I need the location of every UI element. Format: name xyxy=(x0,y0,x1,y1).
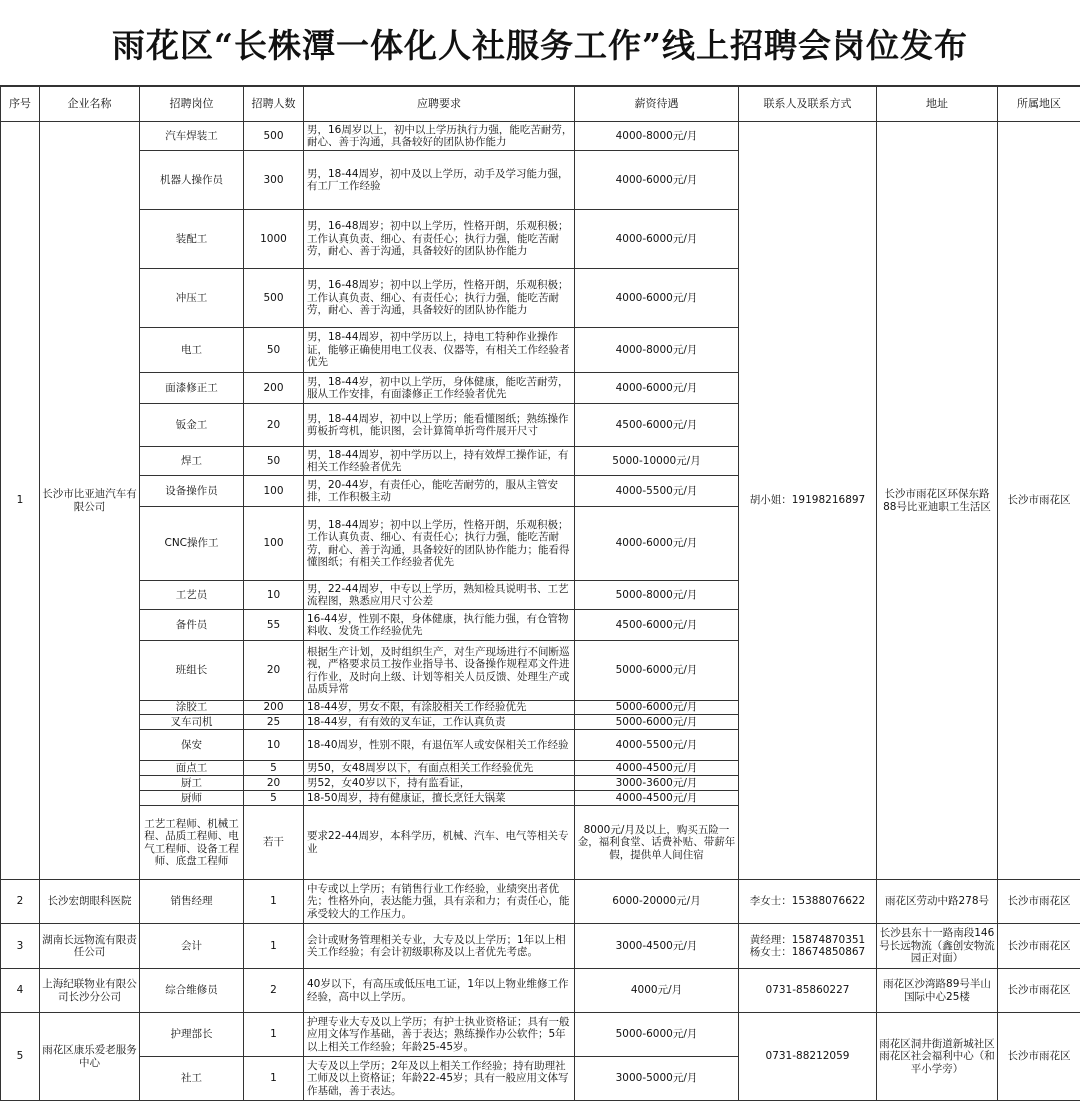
job-requirements: 男，18-44周岁，初中学历以上，持电工特种作业操作证，能够正确使用电工仪表、仪器等，有相关工作经验者优先 xyxy=(304,328,575,373)
job-salary: 4000-6000元/月 xyxy=(575,210,739,269)
job-requirements: 男，18-44岁，初中以上学历，身体健康，能吃苦耐劳，服从工作安排，有面漆修正工作经验者优先 xyxy=(304,373,575,404)
table-body xyxy=(1,122,1080,1101)
job-salary: 3000-5000元/月 xyxy=(575,1057,739,1101)
company-address: 雨花区沙湾路89号半山国际中心25楼 xyxy=(877,969,998,1013)
job-salary: 4000-5500元/月 xyxy=(575,476,739,507)
job-salary: 4000-6000元/月 xyxy=(575,507,739,581)
company-name: 雨花区康乐爱老服务中心 xyxy=(40,1013,140,1101)
job-table xyxy=(0,86,1080,1101)
job-count: 50 xyxy=(244,328,304,373)
job-requirements: 男52，女40岁以下，持有监看证， xyxy=(304,776,575,791)
job-position: CNC操作工 xyxy=(140,507,244,581)
job-position: 会计 xyxy=(140,924,244,969)
job-count: 1 xyxy=(244,1057,304,1101)
job-count: 100 xyxy=(244,507,304,581)
job-requirements: 男，16-48周岁；初中以上学历，性格开朗，乐观积极；工作认真负责、细心、有责任心；执行力强，能吃苦耐劳，耐心、善于沟通，具备较好的团队协作能力 xyxy=(304,269,575,328)
table-row xyxy=(1,924,1080,969)
job-salary: 4000-4500元/月 xyxy=(575,791,739,806)
job-count: 55 xyxy=(244,610,304,641)
job-requirements: 根据生产计划，及时组织生产，对生产现场进行不间断巡视，严格要求员工按作业指导书、设备操作规程邓文件进行作业，及时向上级、计划等相关人员反馈、处理生产或品质异常 xyxy=(304,641,575,701)
header-region: 所属地区 xyxy=(998,87,1080,122)
table-row xyxy=(1,880,1080,924)
job-salary: 5000-8000元/月 xyxy=(575,581,739,610)
company-no: 1 xyxy=(1,122,40,880)
job-salary: 4500-6000元/月 xyxy=(575,610,739,641)
job-salary: 6000-20000元/月 xyxy=(575,880,739,924)
job-count: 200 xyxy=(244,701,304,715)
job-requirements: 40岁以下，有高压或低压电工证，1年以上物业维修工作经验，高中以上学历。 xyxy=(304,969,575,1013)
company-address: 雨花区洞井街道新城社区雨花区社会福利中心（和平小学旁） xyxy=(877,1013,998,1101)
table-row xyxy=(1,122,1080,151)
job-salary: 5000-6000元/月 xyxy=(575,641,739,701)
job-salary: 4000-6000元/月 xyxy=(575,269,739,328)
job-requirements: 男，18-44周岁；初中以上学历，性格开朗，乐观积极；工作认真负责、细心、有责任心；执行力强，能吃苦耐劳，耐心、善于沟通，具备较好的团队协作能力；能看得懂图纸；有相关工作经验者优先 xyxy=(304,507,575,581)
company-name: 湖南长远物流有限责任公司 xyxy=(40,924,140,969)
header-requirements: 应聘要求 xyxy=(304,87,575,122)
header-address: 地址 xyxy=(877,87,998,122)
job-position: 销售经理 xyxy=(140,880,244,924)
job-count: 50 xyxy=(244,447,304,476)
job-salary: 5000-6000元/月 xyxy=(575,701,739,715)
job-position: 面点工 xyxy=(140,761,244,776)
job-position: 设备操作员 xyxy=(140,476,244,507)
job-requirements: 18-44岁，有有效的叉车证，工作认真负责 xyxy=(304,715,575,730)
header-contact: 联系人及联系方式 xyxy=(739,87,877,122)
job-salary: 4000-4500元/月 xyxy=(575,761,739,776)
job-salary: 4000-5500元/月 xyxy=(575,730,739,761)
header-position: 招聘岗位 xyxy=(140,87,244,122)
header-company: 企业名称 xyxy=(40,87,140,122)
job-salary: 4000-8000元/月 xyxy=(575,328,739,373)
job-salary: 3000-4500元/月 xyxy=(575,924,739,969)
table-row xyxy=(1,969,1080,1013)
company-address: 长沙市雨花区环保东路88号比亚迪职工生活区 xyxy=(877,122,998,880)
company-region: 长沙市雨花区 xyxy=(998,1013,1080,1101)
job-salary: 5000-6000元/月 xyxy=(575,715,739,730)
job-count: 20 xyxy=(244,641,304,701)
company-region: 长沙市雨花区 xyxy=(998,924,1080,969)
job-position: 厨师 xyxy=(140,791,244,806)
job-position: 钣金工 xyxy=(140,404,244,447)
job-position: 班组长 xyxy=(140,641,244,701)
company-address: 雨花区劳动中路278号 xyxy=(877,880,998,924)
job-requirements: 男，18-44周岁，初中以上学历；能看懂图纸；熟练操作剪板折弯机，能识图，会计算简单折弯件展开尺寸 xyxy=(304,404,575,447)
job-position: 冲压工 xyxy=(140,269,244,328)
job-count: 20 xyxy=(244,404,304,447)
job-position: 厨工 xyxy=(140,776,244,791)
company-contact: 0731-85860227 xyxy=(739,969,877,1013)
job-salary: 4000-6000元/月 xyxy=(575,373,739,404)
job-salary: 4000元/月 xyxy=(575,969,739,1013)
job-count: 1 xyxy=(244,1013,304,1057)
job-count: 1 xyxy=(244,924,304,969)
company-region: 长沙市雨花区 xyxy=(998,122,1080,880)
header-salary: 薪资待遇 xyxy=(575,87,739,122)
company-contact: 0731-88212059 xyxy=(739,1013,877,1101)
job-salary: 4000-8000元/月 xyxy=(575,122,739,151)
job-requirements: 18-40周岁，性别不限，有退伍军人或安保相关工作经验 xyxy=(304,730,575,761)
job-count: 2 xyxy=(244,969,304,1013)
job-salary: 5000-6000元/月 xyxy=(575,1013,739,1057)
job-requirements: 要求22-44周岁，本科学历，机械、汽车、电气等相关专业 xyxy=(304,806,575,880)
job-position: 护理部长 xyxy=(140,1013,244,1057)
job-position: 涂胶工 xyxy=(140,701,244,715)
job-requirements: 18-50周岁，持有健康证，擅长烹饪大锅菜 xyxy=(304,791,575,806)
job-requirements: 男，18-44周岁，初中学历以上，持有效焊工操作证，有相关工作经验者优先 xyxy=(304,447,575,476)
job-position: 焊工 xyxy=(140,447,244,476)
job-position: 电工 xyxy=(140,328,244,373)
company-no: 2 xyxy=(1,880,40,924)
company-no: 5 xyxy=(1,1013,40,1101)
job-salary: 3000-3600元/月 xyxy=(575,776,739,791)
job-position: 社工 xyxy=(140,1057,244,1101)
header-row xyxy=(1,87,1080,122)
header-no: 序号 xyxy=(1,87,40,122)
table-row xyxy=(1,1013,1080,1057)
company-contact: 李女士：15388076622 xyxy=(739,880,877,924)
company-region: 长沙市雨花区 xyxy=(998,969,1080,1013)
job-position: 面漆修正工 xyxy=(140,373,244,404)
job-salary: 4500-6000元/月 xyxy=(575,404,739,447)
job-count: 1000 xyxy=(244,210,304,269)
job-position: 备件员 xyxy=(140,610,244,641)
job-position: 叉车司机 xyxy=(140,715,244,730)
company-no: 4 xyxy=(1,969,40,1013)
job-count: 200 xyxy=(244,373,304,404)
job-requirements: 男50，女48周岁以下，有面点相关工作经验优先 xyxy=(304,761,575,776)
job-position: 工艺工程师、机械工程、品质工程师、电气工程师、设备工程师、底盘工程师 xyxy=(140,806,244,880)
job-position: 装配工 xyxy=(140,210,244,269)
company-contact: 黄经理：15874870351 杨女士：18674850867 xyxy=(739,924,877,969)
job-requirements: 男，22-44周岁，中专以上学历，熟知检具说明书、工艺流程图，熟悉应用尺寸公差 xyxy=(304,581,575,610)
job-count: 100 xyxy=(244,476,304,507)
job-position: 工艺员 xyxy=(140,581,244,610)
job-salary: 4000-6000元/月 xyxy=(575,151,739,210)
job-requirements: 16-44岁，性别不限，身体健康，执行能力强，有仓管物料收、发货工作经验优先 xyxy=(304,610,575,641)
job-count: 5 xyxy=(244,761,304,776)
job-requirements: 护理专业大专及以上学历；有护士执业资格证；具有一般应用文体写作基础，善于表达；熟练操作办公软件；5年以上相关工作经验；年龄25-45岁。 xyxy=(304,1013,575,1057)
job-count: 300 xyxy=(244,151,304,210)
job-count: 500 xyxy=(244,269,304,328)
job-count: 5 xyxy=(244,791,304,806)
job-position: 综合维修员 xyxy=(140,969,244,1013)
company-name: 上海纪联物业有限公司长沙分公司 xyxy=(40,969,140,1013)
job-position: 保安 xyxy=(140,730,244,761)
job-position: 汽车焊装工 xyxy=(140,122,244,151)
company-region: 长沙市雨花区 xyxy=(998,880,1080,924)
job-salary: 8000元/月及以上，购买五险一金，福利食堂、话费补贴、带薪年假，提供单人间住宿 xyxy=(575,806,739,880)
job-requirements: 男，18-44周岁，初中及以上学历，动手及学习能力强，有工厂工作经验 xyxy=(304,151,575,210)
company-no: 3 xyxy=(1,924,40,969)
company-name: 长沙宏朗眼科医院 xyxy=(40,880,140,924)
job-requirements: 男，20-44岁，有责任心，能吃苦耐劳的，服从主管安排，工作积极主动 xyxy=(304,476,575,507)
job-count: 10 xyxy=(244,730,304,761)
job-requirements: 中专或以上学历；有销售行业工作经验，业绩突出者优先；性格外向，表达能力强，具有亲和力；有责任心，能承受较大的工作压力。 xyxy=(304,880,575,924)
job-salary: 5000-10000元/月 xyxy=(575,447,739,476)
job-requirements: 男，16-48周岁；初中以上学历，性格开朗，乐观积极；工作认真负责、细心、有责任心；执行力强，能吃苦耐劳，耐心、善于沟通，具备较好的团队协作能力 xyxy=(304,210,575,269)
job-requirements: 大专及以上学历；2年及以上相关工作经验；持有助理社工师及以上资格证；年龄22-45岁；具有一般应用文体写作基础，善于表达。 xyxy=(304,1057,575,1101)
job-requirements: 男，16周岁以上，初中以上学历执行力强，能吃苦耐劳，耐心、善于沟通，具备较好的团队协作能力 xyxy=(304,122,575,151)
job-count: 10 xyxy=(244,581,304,610)
header-count: 招聘人数 xyxy=(244,87,304,122)
job-requirements: 18-44岁，男女不限，有涂胶相关工作经验优先 xyxy=(304,701,575,715)
company-contact: 胡小姐：19198216897 xyxy=(739,122,877,880)
company-name: 长沙市比亚迪汽车有限公司 xyxy=(40,122,140,880)
job-position: 机器人操作员 xyxy=(140,151,244,210)
job-count: 若干 xyxy=(244,806,304,880)
company-address: 长沙县东十一路南段146号长远物流（鑫创安物流园正对面） xyxy=(877,924,998,969)
job-requirements: 会计或财务管理相关专业，大专及以上学历；1年以上相关工作经验；有会计初级职称及以上者优先考虑。 xyxy=(304,924,575,969)
job-count: 25 xyxy=(244,715,304,730)
job-count: 500 xyxy=(244,122,304,151)
page-title: 雨花区“长株潭一体化人社服务工作”线上招聘会岗位发布 xyxy=(0,0,1080,86)
job-count: 1 xyxy=(244,880,304,924)
job-count: 20 xyxy=(244,776,304,791)
